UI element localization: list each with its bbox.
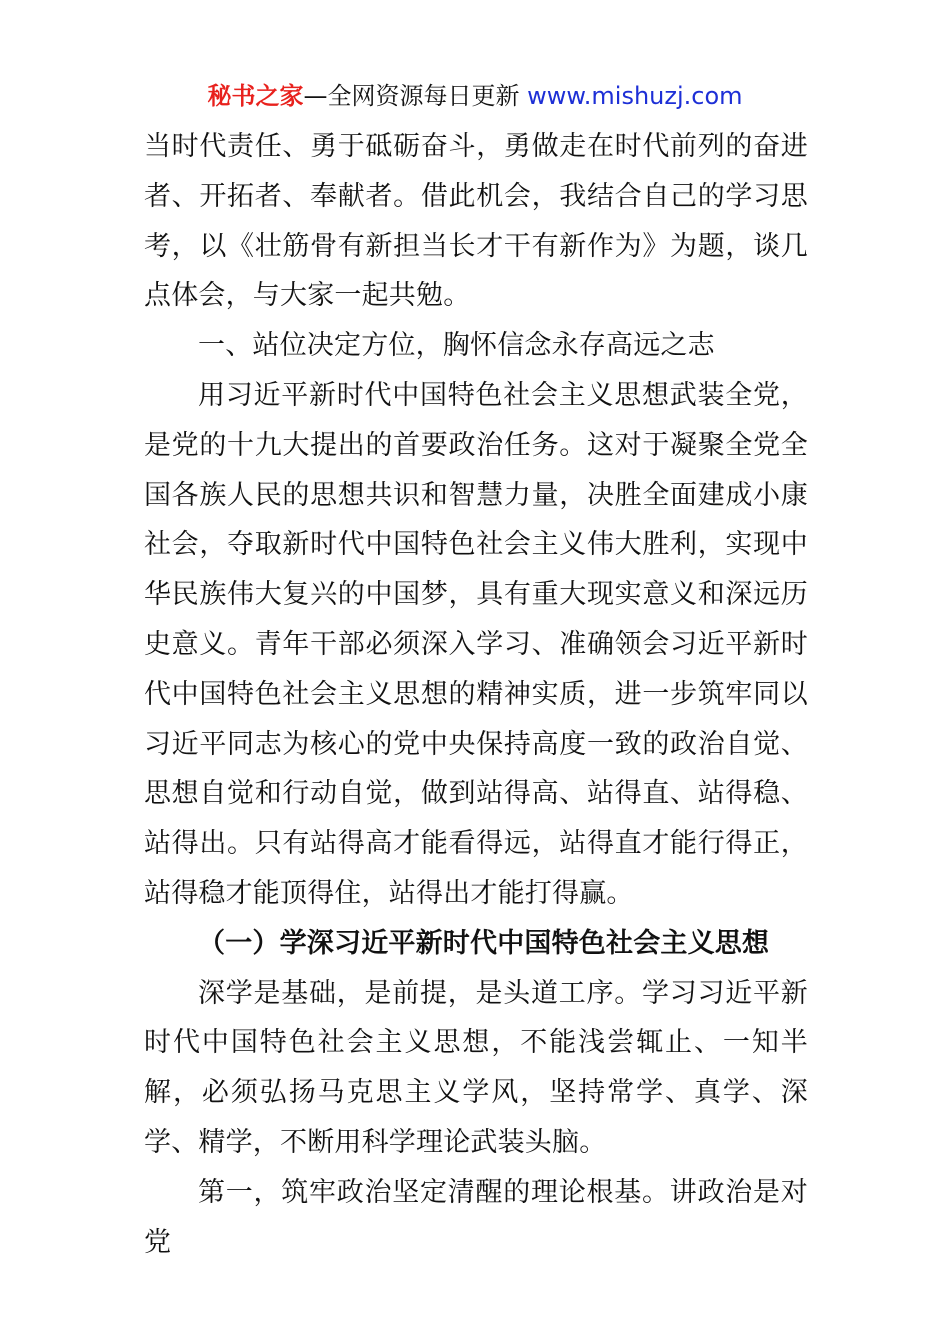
paragraph-body: 第一，筑牢政治坚定清醒的理论根基。讲政治是对党 [144, 1176, 808, 1258]
brand-name: 秘书之家 [207, 82, 304, 110]
header-tagline: —全网资源每日更新 [303, 82, 528, 110]
site-url-link[interactable]: www.mishuzj.com [527, 82, 743, 110]
site-header [0, 80, 950, 112]
paragraph-continuation: 当时代责任、勇于砥砺奋斗，勇做走在时代前列的奋进者、开拓者、奉献者。借此机会，我结合自己的学习思考，以《壮筋骨有新担当长才干有新作为》为题，谈几点体会，与大家一起共勉。 [144, 131, 808, 312]
document-body [144, 122, 808, 1267]
paragraph-body: 深学是基础，是前提，是头道工序。学习习近平新时代中国特色社会主义思想，不能浅尝辄止、一知半解，必须弘扬马克思主义学风，坚持常学、真学、深学、精学，不断用科学理论武装头脑。 [144, 977, 808, 1158]
subsection-heading: （一）学深习近平新时代中国特色社会主义思想 [198, 927, 770, 959]
paragraph-body: 用习近平新时代中国特色社会主义思想武装全党，是党的十九大提出的首要政治任务。这对于凝聚全党全国各族人民的思想共识和智慧力量，决胜全面建成小康社会，夺取新时代中国特色社会主义伟大胜利，实现中华民族伟大复兴的中国梦，具有重大现实意义和深远历史意义。青年干部必须深入学习、准确领会习近平新时代中国特色社会主义思想的精神实质，进一步筑牢同以习近平同志为核心的党中央保持高度一致的政治自觉、思想自觉和行动自觉，做到站得高、站得直、站得稳、站得出。只有站得高才能看得远，站得直才能行得正，站得稳才能顶得住，站得出才能打得赢。 [144, 379, 808, 909]
section-heading-1: 一、站位决定方位，胸怀信念永存高远之志 [198, 330, 715, 362]
